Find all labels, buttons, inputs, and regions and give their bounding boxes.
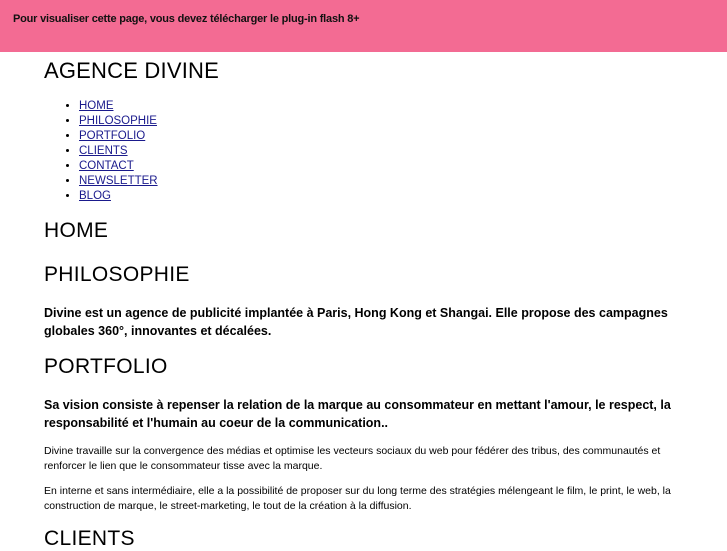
- philosophie-lead: Divine est un agence de publicité implantée à Paris, Hong Kong et Shangai. Elle propose des campagnes globales 360°, innovantes et décalées.: [44, 306, 668, 338]
- nav-item-contact: [79, 159, 158, 174]
- nav-link-home[interactable]: HOME: [79, 100, 114, 112]
- nav-link-portfolio[interactable]: PORTFOLIO: [79, 130, 146, 142]
- portfolio-lead: Sa vision consiste à repenser la relation de la marque au consommateur en mettant l'amour, le respect, la responsabilité et l'humain au coeur de la communication..: [44, 398, 671, 430]
- flash-plugin-notice: Pour visualiser cette page, vous devez télécharger le plug-in flash 8+: [13, 13, 360, 25]
- flash-plugin-banner: [0, 0, 727, 52]
- nav-item-blog: [79, 189, 158, 204]
- heading-clients: CLIENTS: [44, 527, 135, 550]
- nav-item-philosophie: [79, 114, 158, 129]
- nav-link-clients[interactable]: CLIENTS: [79, 145, 128, 157]
- heading-home: HOME: [44, 219, 109, 242]
- nav-item-portfolio: [79, 129, 158, 144]
- nav-item-home: [79, 99, 158, 114]
- nav-item-newsletter: [79, 174, 158, 189]
- portfolio-paragraph: Divine travaille sur la convergence des médias et optimise les vecteurs sociaux du web pour fédérer des tribus, des communautés et renforcer le lien que le consommateur tisse avec la marque.: [44, 445, 661, 472]
- heading-portfolio: PORTFOLIO: [44, 355, 168, 378]
- nav-link-blog[interactable]: BLOG: [79, 190, 111, 202]
- main-nav: [64, 99, 158, 204]
- portfolio-paragraph: En interne et sans intermédiaire, elle a la possibilité de proposer sur du long terme des stratégies mélengeant le film, le print, le web, la construction de marque, le street-marketing, le tout de la création à la diffusion.: [44, 485, 671, 512]
- nav-link-contact[interactable]: CONTACT: [79, 160, 134, 172]
- heading-philosophie: PHILOSOPHIE: [44, 263, 190, 286]
- nav-link-philosophie[interactable]: PHILOSOPHIE: [79, 115, 157, 127]
- nav-link-newsletter[interactable]: NEWSLETTER: [79, 175, 158, 187]
- nav-item-clients: [79, 144, 158, 159]
- site-title: AGENCE DIVINE: [44, 58, 219, 83]
